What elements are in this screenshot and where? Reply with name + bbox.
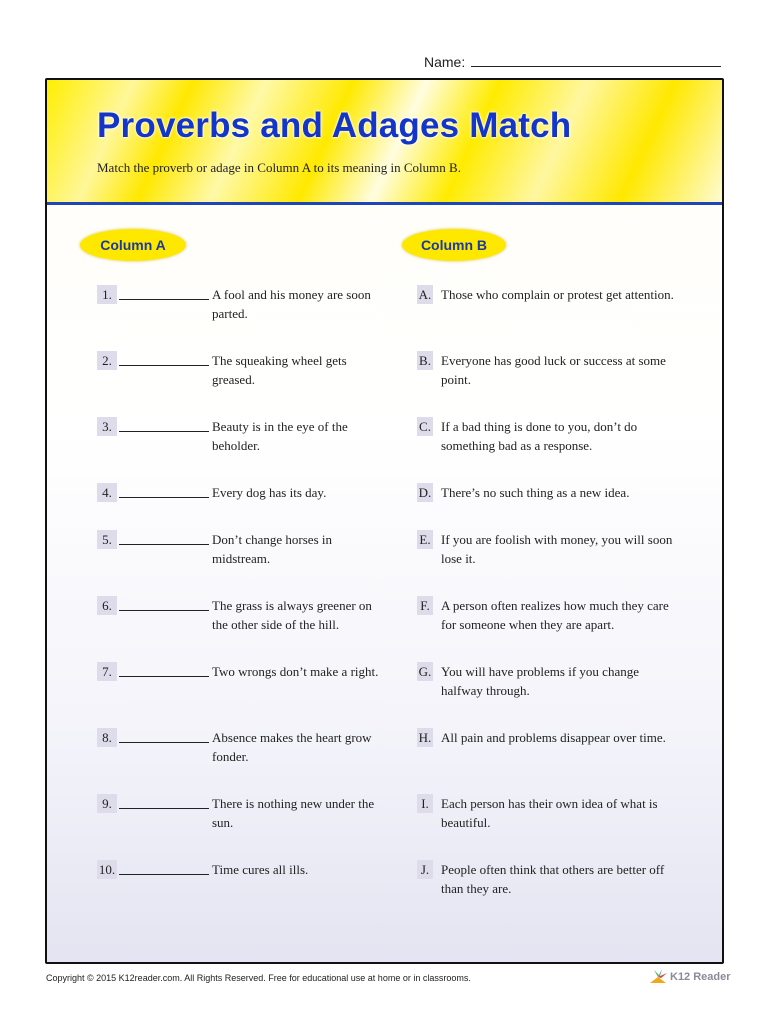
item-letter: E. bbox=[417, 530, 433, 549]
proverb-text: The grass is always greener on the other side of the hill. bbox=[212, 598, 372, 632]
name-blank-line[interactable] bbox=[471, 52, 721, 67]
column-a-heading: Column A bbox=[80, 229, 186, 261]
item-number: 2. bbox=[97, 351, 117, 370]
proverb-text: Absence makes the heart grow fonder. bbox=[212, 730, 372, 764]
item-number: 4. bbox=[97, 483, 117, 502]
meaning-text: People often think that others are better off than they are. bbox=[441, 862, 665, 896]
proverb-text: A fool and his money are soon parted. bbox=[212, 287, 371, 321]
meaning-text: There’s no such thing as a new idea. bbox=[441, 485, 630, 500]
worksheet-frame bbox=[45, 78, 724, 964]
item-number: 8. bbox=[97, 728, 117, 747]
copyright-footer: Copyright © 2015 K12reader.com. All Rights Reserved. Free for educational use at home or in classrooms. bbox=[46, 973, 471, 983]
item-letter: D. bbox=[418, 485, 432, 500]
meaning-text: If a bad thing is done to you, don’t do something bad as a response. bbox=[441, 419, 638, 453]
column-b-item bbox=[417, 417, 697, 455]
name-field[interactable] bbox=[424, 52, 721, 70]
item-number: 10. bbox=[98, 862, 116, 877]
column-a-item bbox=[97, 351, 417, 389]
column-a-item bbox=[97, 530, 417, 568]
proverb-text: Two wrongs don’t make a right. bbox=[212, 664, 379, 679]
match-row bbox=[97, 860, 697, 926]
proverb-text: Beauty is in the eye of the beholder. bbox=[212, 419, 348, 453]
meaning-text: A person often realizes how much they care for someone when they are apart. bbox=[441, 598, 669, 632]
name-label: Name: bbox=[424, 54, 466, 70]
logo-text: K12 Reader bbox=[670, 971, 731, 983]
column-a-item bbox=[97, 728, 417, 766]
meaning-text: Everyone has good luck or success at some point. bbox=[441, 353, 666, 387]
answer-blank[interactable] bbox=[119, 285, 209, 300]
item-letter: B. bbox=[417, 351, 433, 370]
column-b-item bbox=[417, 530, 697, 568]
item-number: 7. bbox=[97, 662, 117, 681]
match-row bbox=[97, 530, 697, 596]
match-row bbox=[97, 728, 697, 794]
match-row bbox=[97, 351, 697, 417]
item-letter: G. bbox=[418, 664, 432, 679]
page-title: Proverbs and Adages Match bbox=[97, 106, 572, 145]
item-number: 3. bbox=[97, 417, 117, 436]
meaning-text: All pain and problems disappear over time. bbox=[441, 730, 666, 745]
book-leaf-icon bbox=[648, 969, 670, 985]
column-a-item bbox=[97, 794, 417, 832]
match-row bbox=[97, 285, 697, 351]
match-row bbox=[97, 662, 697, 728]
answer-blank[interactable] bbox=[119, 530, 209, 545]
match-row bbox=[97, 596, 697, 662]
item-letter: I. bbox=[417, 794, 433, 813]
answer-blank[interactable] bbox=[119, 662, 209, 677]
item-letter: H. bbox=[418, 730, 432, 745]
answer-blank[interactable] bbox=[119, 417, 209, 432]
column-b-item bbox=[417, 483, 697, 502]
match-rows bbox=[97, 285, 697, 926]
proverb-text: There is nothing new under the sun. bbox=[212, 796, 375, 830]
answer-blank[interactable] bbox=[119, 596, 209, 611]
match-row bbox=[97, 794, 697, 860]
column-b-item bbox=[417, 596, 697, 634]
header-banner bbox=[47, 80, 722, 205]
meaning-text: Those who complain or protest get attention. bbox=[441, 287, 674, 302]
column-b-item bbox=[417, 351, 697, 389]
answer-blank[interactable] bbox=[119, 860, 209, 875]
item-letter: J. bbox=[417, 860, 433, 879]
answer-blank[interactable] bbox=[119, 483, 209, 498]
column-a-item bbox=[97, 417, 417, 455]
column-a-item bbox=[97, 285, 417, 323]
match-row bbox=[97, 417, 697, 483]
k12reader-logo bbox=[648, 969, 731, 985]
item-letter: F. bbox=[417, 596, 433, 615]
answer-blank[interactable] bbox=[119, 794, 209, 809]
match-row bbox=[97, 483, 697, 530]
answer-blank[interactable] bbox=[119, 728, 209, 743]
instructions: Match the proverb or adage in Column A to its meaning in Column B. bbox=[97, 160, 461, 175]
column-b-item bbox=[417, 860, 697, 898]
item-number: 5. bbox=[97, 530, 117, 549]
column-b-heading: Column B bbox=[402, 229, 506, 261]
item-number: 9. bbox=[97, 794, 117, 813]
item-number: 6. bbox=[97, 596, 117, 615]
proverb-text: Time cures all ills. bbox=[212, 862, 309, 877]
column-b-item bbox=[417, 728, 697, 766]
proverb-text: The squeaking wheel gets greased. bbox=[212, 353, 347, 387]
column-b-item bbox=[417, 662, 697, 700]
column-a-item bbox=[97, 596, 417, 634]
column-a-item bbox=[97, 483, 417, 502]
column-b-item bbox=[417, 794, 697, 832]
column-a-item bbox=[97, 860, 417, 898]
meaning-text: You will have problems if you change halfway through. bbox=[441, 664, 639, 698]
answer-blank[interactable] bbox=[119, 351, 209, 366]
meaning-text: If you are foolish with money, you will soon lose it. bbox=[441, 532, 673, 566]
item-number: 1. bbox=[97, 285, 117, 304]
item-letter: A. bbox=[418, 287, 432, 302]
proverb-text: Every dog has its day. bbox=[212, 485, 327, 500]
column-b-item bbox=[417, 285, 697, 323]
item-letter: C. bbox=[417, 417, 433, 436]
column-a-item bbox=[97, 662, 417, 700]
meaning-text: Each person has their own idea of what is beautiful. bbox=[441, 796, 658, 830]
proverb-text: Don’t change horses in midstream. bbox=[212, 532, 332, 566]
